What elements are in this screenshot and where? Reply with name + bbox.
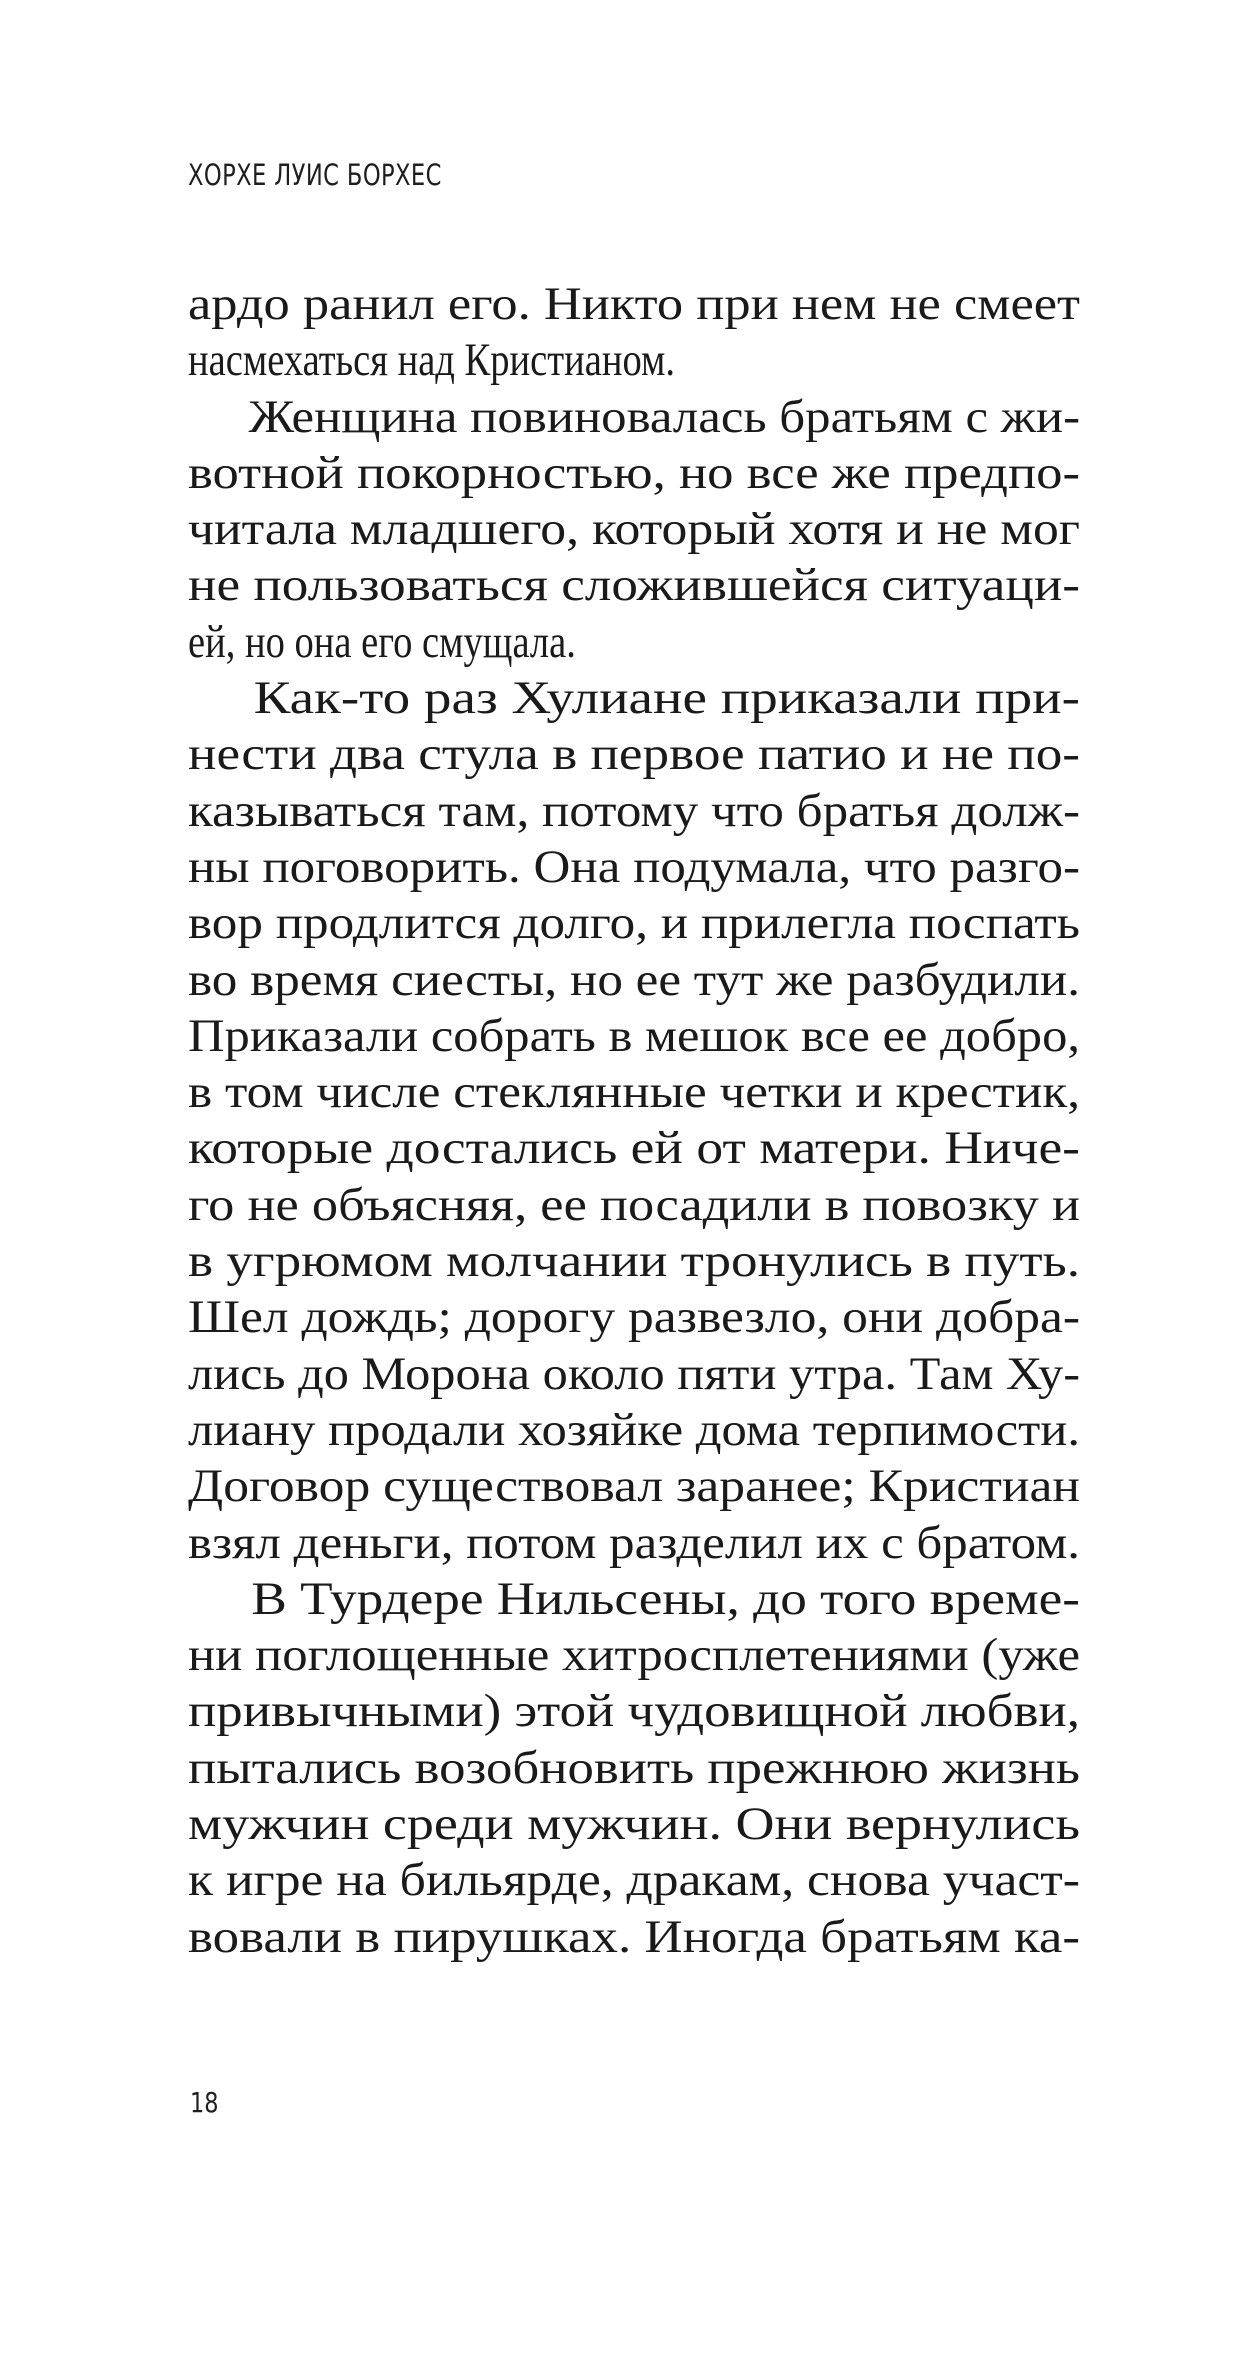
text-line-content: ны поговорить. Она подумала, что разго-: [188, 840, 1080, 893]
running-head-author: ХОРХЕ ЛУИС БОРХЕС: [188, 158, 442, 192]
text-line-content: не пользоваться сложившейся ситуаци-: [188, 559, 1080, 612]
text-line-content: ни поглощенные хитросплетениями (уже: [188, 1629, 1080, 1682]
text-line: [188, 1120, 1080, 1176]
text-line-content: в том числе стеклянные четки и крестик,: [188, 1066, 1080, 1119]
text-line-content: взял деньги, потом разделил их с братом.: [188, 1516, 1080, 1569]
text-line: [188, 557, 1080, 613]
text-line-content: Шел дождь; дорогу развезло, они добра-: [188, 1291, 1080, 1344]
paragraph-first-line: [188, 1571, 1080, 1627]
text-line: [188, 1740, 1080, 1796]
text-line-content: лиану продали хозяйке дома терпимости.: [188, 1403, 1080, 1456]
text-line: [188, 1402, 1080, 1458]
text-line: [188, 445, 1080, 501]
text-line-content: к игре на бильярде, дракам, снова участ-: [188, 1854, 1080, 1907]
text-line-content: Женщина повиновалась братьям с жи-: [248, 390, 1080, 443]
text-line: [188, 1852, 1080, 1908]
text-line: [188, 1177, 1080, 1233]
text-line-content: во время сиесты, но ее тут же разбудили.: [188, 953, 1080, 1006]
text-line: [188, 783, 1080, 839]
text-line-content: вор продлится долго, и прилегла поспать: [188, 897, 1080, 950]
text-line-content: нести два стула в первое патио и не по-: [188, 728, 1080, 781]
text-line: [188, 1289, 1080, 1345]
paragraph-first-line: [188, 389, 1080, 445]
text-line: [188, 1346, 1080, 1402]
text-line-content: читала младшего, который хотя и не мог: [188, 503, 1080, 556]
text-line-content: вотной покорностью, но все же предпо-: [188, 446, 1080, 499]
text-line-content: казываться там, потому что братья долж-: [188, 784, 1080, 837]
text-line: [188, 726, 1080, 782]
text-line-content: насмехаться над Кристианом.: [188, 334, 676, 387]
text-line-content: ардо ранил его. Никто при нем не смеет: [188, 278, 1080, 330]
text-line: [188, 276, 1080, 332]
paragraph-first-line: [188, 670, 1080, 726]
text-line: [188, 1627, 1080, 1683]
text-line: [188, 1458, 1080, 1514]
text-line-content: мужчин среди мужчин. Они вернулись: [188, 1798, 1080, 1851]
text-line: [188, 1909, 1080, 1965]
text-line: [188, 1064, 1080, 1120]
text-line-content: Договор существовал заранее; Кристиан: [188, 1460, 1080, 1513]
page-number: 18: [190, 2086, 219, 2119]
text-line-content: вовали в пирушках. Иногда братьям ка-: [188, 1910, 1080, 1963]
text-line: [188, 501, 1080, 557]
text-line-content: в угрюмом молчании тронулись в путь.: [188, 1235, 1080, 1288]
text-line-content: лись до Морона около пяти утра. Там Ху-: [188, 1347, 1080, 1400]
body-text: [188, 276, 1080, 1965]
text-line-content: пытались возобновить прежнюю жизнь: [188, 1741, 1080, 1794]
text-line: [188, 839, 1080, 895]
text-line: [188, 1233, 1080, 1289]
text-line-content: го не объясняя, ее посадили в повозку и: [188, 1178, 1080, 1231]
text-line: [188, 1008, 1080, 1064]
text-line: [188, 895, 1080, 951]
text-line-content: Приказали собрать в мешок все ее добро,: [188, 1009, 1080, 1062]
text-line-content: привычными) этой чудовищной любви,: [188, 1685, 1080, 1738]
text-line: [188, 614, 1080, 670]
text-line-content: Как-то раз Хулиане приказали при-: [253, 672, 1080, 725]
text-line: [188, 1683, 1080, 1739]
text-line-content: ей, но она его смущала.: [188, 615, 576, 668]
text-line: [188, 952, 1080, 1008]
text-line-content: которые достались ей от матери. Ниче-: [188, 1122, 1080, 1175]
text-line-content: В Турдере Нильсены, до того време-: [251, 1572, 1080, 1625]
text-line: [188, 1796, 1080, 1852]
text-line: [188, 1515, 1080, 1571]
text-line: [188, 332, 1080, 388]
